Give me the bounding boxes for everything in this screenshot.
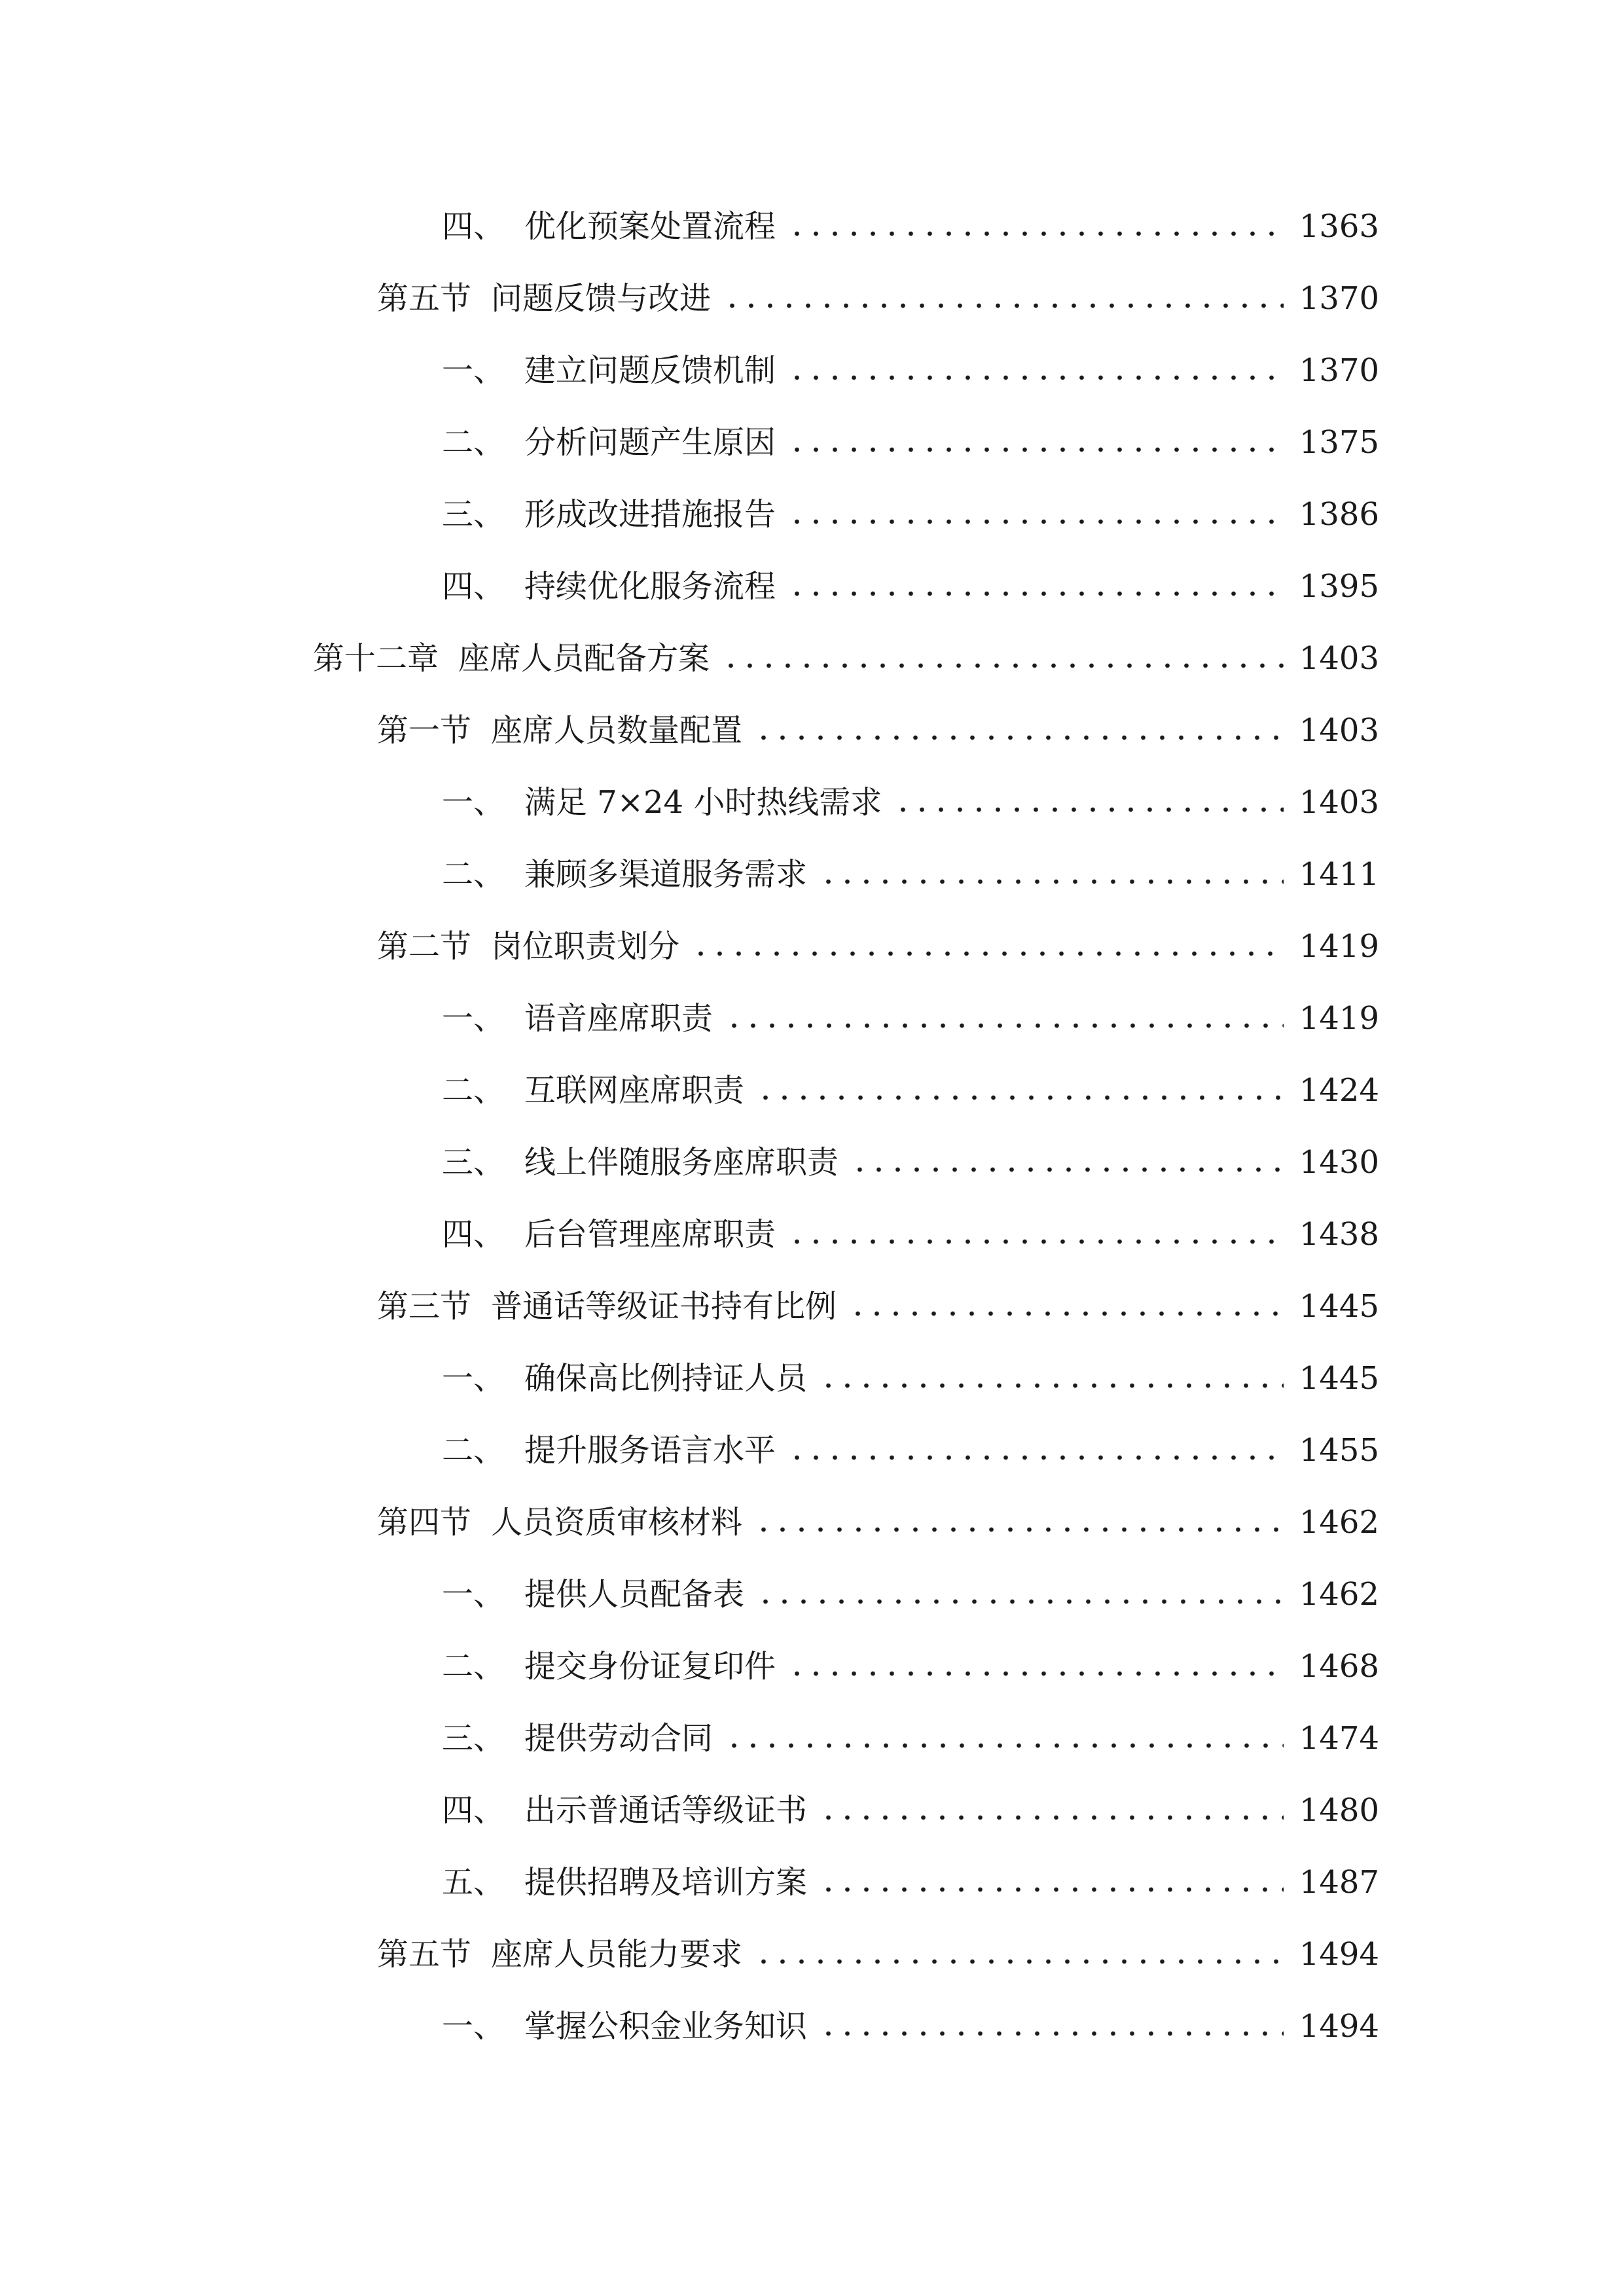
toc-entry[interactable] [377,1280,1379,1333]
dot-leader [850,1166,1284,1173]
toc-entry-title: 岗位职责划分 [491,928,680,965]
toc-entry-page: 1424 [1299,1072,1379,1109]
toc-entry-page: 1494 [1299,1936,1379,1973]
toc-entry-page: 1455 [1299,1432,1379,1469]
toc-entry[interactable] [442,200,1379,253]
toc-entry-page: 1474 [1299,1720,1379,1757]
toc-entry-title: 满足 7×24 小时热线需求 [524,784,882,821]
toc-entry-label [377,920,679,973]
toc-entry-title: 分析问题产生原因 [524,424,776,461]
toc-entry[interactable] [377,704,1379,757]
toc-entry-label [442,2000,807,2053]
toc-entry-number: 二、 [442,856,505,893]
toc-entry-page: 1445 [1299,1360,1379,1397]
toc-entry[interactable] [442,1784,1379,1837]
toc-entry[interactable] [377,272,1379,325]
toc-entry[interactable] [442,488,1379,541]
toc-entry[interactable] [442,1856,1379,1909]
toc-entry-label [442,200,776,253]
dot-leader [723,302,1284,309]
toc-entry-page: 1494 [1299,2008,1379,2045]
dot-leader [893,806,1283,813]
toc-entry[interactable] [313,632,1379,685]
dot-leader [787,590,1284,597]
toc-entry-label [442,1856,807,1909]
toc-entry-label [442,1136,839,1189]
toc-entry-number: 一、 [442,1576,505,1613]
toc-entry-label [377,1496,742,1549]
toc-entry-number: 一、 [442,784,505,821]
toc-entry-label [442,1208,776,1261]
toc-entry[interactable] [442,1136,1379,1189]
toc-entry-page: 1403 [1299,784,1379,821]
dot-leader [819,1382,1284,1389]
toc-entry-label [442,560,776,613]
dot-leader [787,518,1284,525]
toc-entry-page: 1386 [1299,496,1379,533]
toc-entry-number: 二、 [442,1072,505,1109]
toc-entry-title: 线上伴随服务座席职责 [524,1144,839,1181]
toc-entry-title: 座席人员能力要求 [491,1936,743,1973]
toc-entry-title: 优化预案处置流程 [524,208,776,245]
toc-entry[interactable] [442,1424,1379,1477]
toc-entry-number: 二、 [442,1432,505,1469]
dot-leader [721,662,1284,669]
dot-leader [787,1238,1284,1245]
toc-entry-title: 持续优化服务流程 [524,568,776,605]
toc-entry-number: 四、 [442,1216,505,1253]
toc-entry-label [377,1928,742,1981]
toc-entry[interactable] [442,1064,1379,1117]
toc-entry-number: 四、 [442,1792,505,1829]
toc-entry-number: 一、 [442,1360,505,1397]
toc-entry-page: 1430 [1299,1144,1379,1181]
toc-entry-page: 1462 [1299,1576,1379,1613]
toc-entry-title: 人员资质审核材料 [491,1504,743,1541]
toc-entry-label [442,848,807,901]
toc-entry-page: 1411 [1299,856,1379,893]
toc-entry[interactable] [442,560,1379,613]
toc-entry-label [313,632,710,685]
toc-entry-number: 第一节 [377,712,472,749]
toc-entry[interactable] [442,1640,1379,1693]
toc-entry-label [442,1784,807,1837]
toc-entry-label [442,1568,744,1621]
toc-entry-title: 确保高比例持证人员 [524,1360,808,1397]
toc-entry-number: 四、 [442,208,505,245]
toc-entry-page: 1403 [1299,640,1379,677]
toc-entry[interactable] [442,1568,1379,1621]
toc-entry-title: 出示普通话等级证书 [524,1792,808,1829]
toc-entry-page: 1462 [1299,1504,1379,1541]
dot-leader [787,374,1284,381]
toc-entry-number: 第三节 [377,1288,472,1325]
toc-entry-number: 第二节 [377,928,472,965]
dot-leader [691,950,1284,957]
toc-entry-label [442,1064,744,1117]
toc-entry[interactable] [377,920,1379,973]
toc-entry-title: 座席人员配备方案 [458,640,710,677]
toc-entry[interactable] [442,992,1379,1045]
toc-entry[interactable] [442,2000,1379,2053]
dot-leader [819,878,1284,885]
toc-entry[interactable] [442,1352,1379,1405]
toc-entry-number: 第十二章 [313,640,439,677]
toc-entry-title: 提供人员配备表 [524,1576,745,1613]
toc-entry-page: 1363 [1299,208,1379,245]
toc-entry-page: 1419 [1299,928,1379,965]
toc-entry-label [377,1280,837,1333]
toc-entry-page: 1370 [1299,352,1379,389]
toc-entry-number: 三、 [442,1720,505,1757]
toc-entry-number: 三、 [442,496,505,533]
toc-entry-title: 提供招聘及培训方案 [524,1864,808,1901]
toc-entry-label [442,776,882,829]
toc-entry[interactable] [442,776,1379,829]
dot-leader [848,1310,1284,1317]
toc-entry-label [377,704,742,757]
toc-entry-page: 1419 [1299,1000,1379,1037]
toc-entry-label [442,1640,776,1693]
toc-entry[interactable] [442,416,1379,469]
toc-entry-title: 建立问题反馈机制 [524,352,776,389]
dot-leader [819,2030,1284,2037]
toc-entry-label [442,416,776,469]
dot-leader [754,1526,1284,1533]
toc-entry-label [442,992,713,1045]
toc-entry[interactable] [442,1712,1379,1765]
toc-entry-title: 形成改进措施报告 [524,496,776,533]
toc-entry-number: 四、 [442,568,505,605]
toc-entry[interactable] [442,1208,1379,1261]
toc-entry-number: 第四节 [377,1504,472,1541]
dot-leader [756,1598,1284,1605]
toc-entry-number: 三、 [442,1144,505,1181]
toc-entry-number: 一、 [442,1000,505,1037]
toc-entry-title: 互联网座席职责 [524,1072,745,1109]
toc-entry-title: 兼顾多渠道服务需求 [524,856,808,893]
toc-entry-label [442,1424,776,1477]
toc-entry[interactable] [442,344,1379,397]
toc-entry-title: 问题反馈与改进 [491,280,712,317]
toc-entry-number: 第五节 [377,280,472,317]
toc-entry-title: 提交身份证复印件 [524,1648,776,1685]
dot-leader [819,1886,1284,1893]
toc-entry-number: 第五节 [377,1936,472,1973]
toc-entry-title: 掌握公积金业务知识 [524,2008,808,2045]
toc-entry-page: 1403 [1299,712,1379,749]
dot-leader [787,1454,1284,1461]
toc-entry-title: 提升服务语言水平 [524,1432,776,1469]
toc-entry-page: 1445 [1299,1288,1379,1325]
dot-leader [756,1094,1284,1101]
dot-leader [754,1958,1284,1965]
dot-leader [787,230,1284,237]
toc-entry-page: 1487 [1299,1864,1379,1901]
dot-leader [725,1022,1284,1029]
toc-entry-label [442,344,776,397]
toc-entry-number: 一、 [442,352,505,389]
toc-entry-title: 普通话等级证书持有比例 [491,1288,837,1325]
toc-entry[interactable] [377,1496,1379,1549]
toc-entry[interactable] [377,1928,1379,1981]
toc-entry-page: 1395 [1299,568,1379,605]
dot-leader [787,446,1284,453]
toc-entry-page: 1375 [1299,424,1379,461]
toc-entry-title: 后台管理座席职责 [524,1216,776,1253]
toc-entry-page: 1480 [1299,1792,1379,1829]
toc-entry-label [442,488,776,541]
toc-entry-page: 1370 [1299,280,1379,317]
toc-entry-title: 提供劳动合同 [524,1720,713,1757]
dot-leader [819,1814,1284,1821]
toc-entry-label [442,1352,807,1405]
toc-entry-number: 五、 [442,1864,505,1901]
toc-entry-label [377,272,711,325]
toc-entry-page: 1468 [1299,1648,1379,1685]
toc-entry-label [442,1712,713,1765]
toc-entry-number: 二、 [442,424,505,461]
toc-entry-number: 一、 [442,2008,505,2045]
toc-entry-number: 二、 [442,1648,505,1685]
toc-entry-title: 语音座席职责 [524,1000,713,1037]
dot-leader [725,1742,1284,1749]
toc-entry-title: 座席人员数量配置 [491,712,743,749]
toc-entry-page: 1438 [1299,1216,1379,1253]
dot-leader [787,1670,1284,1677]
toc-entry[interactable] [442,848,1379,901]
dot-leader [754,734,1284,741]
